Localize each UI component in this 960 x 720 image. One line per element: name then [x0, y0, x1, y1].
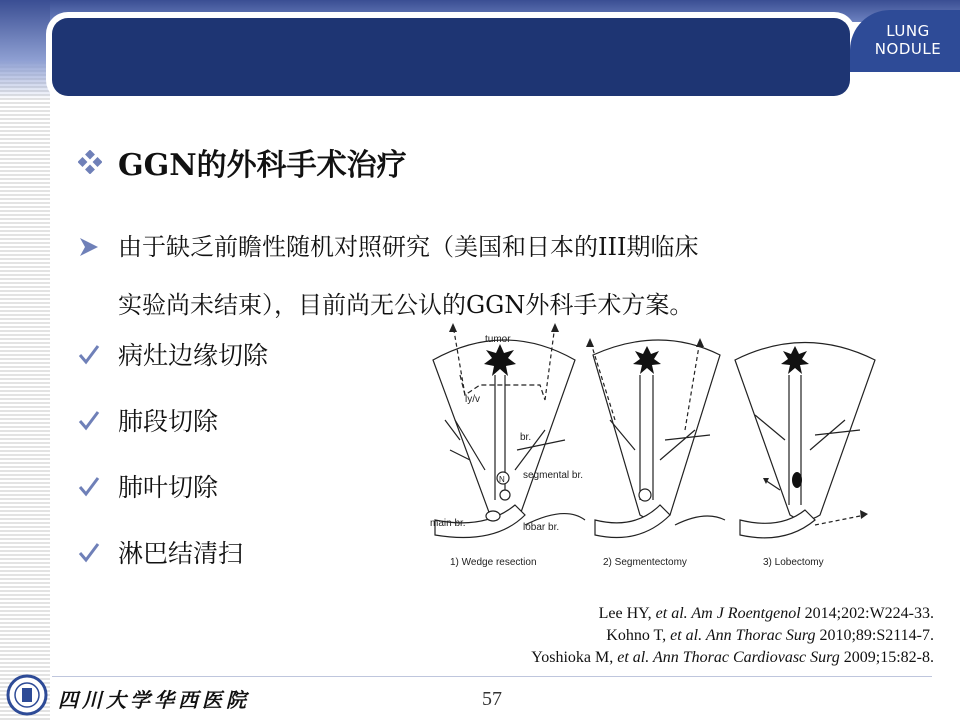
brand-line2: NODULE — [874, 40, 942, 58]
reference-line — [531, 625, 934, 647]
lobectomy-panel — [735, 343, 875, 538]
diamond-bullet-icon — [78, 150, 102, 174]
references — [531, 603, 934, 669]
check-icon — [78, 343, 100, 365]
label-tumor: tumor — [485, 334, 511, 345]
segmentectomy-panel — [586, 338, 725, 538]
hospital-name: 四川大学华西医院 — [58, 688, 250, 712]
ref-journal: . Ann Thorac Surg — [698, 627, 816, 644]
checklist-label: 肺段切除 — [118, 407, 219, 436]
ref-authors: Yoshioka M, — [531, 649, 618, 666]
label-lyv: ly/v — [465, 394, 480, 405]
checklist-label: 肺叶切除 — [118, 473, 219, 502]
caption-wedge: 1) Wedge resection — [450, 557, 537, 568]
label-segmental: segmental br. — [523, 470, 584, 481]
checklist-label: 淋巴结清扫 — [118, 539, 244, 568]
checklist-item — [78, 402, 218, 438]
label-lobar: lobar br. — [523, 522, 560, 533]
ref-etal: et al — [670, 627, 699, 644]
checklist-item — [78, 336, 268, 372]
paragraph-line2: 实验尚未结束），目前尚无公认的GGN外科手术方案。 — [118, 291, 694, 319]
top-band-left — [0, 0, 50, 100]
check-icon — [78, 409, 100, 431]
checklist-label: 病灶边缘切除 — [118, 341, 269, 370]
label-br: br. — [520, 432, 532, 443]
ref-rest: 2009;15:82-8. — [839, 649, 934, 666]
caption-segmentectomy: 2) Segmentectomy — [603, 557, 687, 568]
ref-etal: et al. — [655, 605, 688, 622]
reference-line — [531, 603, 934, 625]
brand-label — [858, 22, 958, 58]
hospital-logo-icon — [6, 674, 48, 716]
slide-title: GGN的外科手术治疗 — [118, 148, 407, 183]
ref-etal: et al. — [617, 649, 650, 666]
ref-rest: 2014;202:W224-33. — [800, 605, 934, 622]
resection-diagram — [425, 320, 885, 575]
header-bar — [52, 18, 850, 96]
label-main: main br. — [430, 518, 466, 529]
footer-divider — [52, 676, 932, 677]
reference-line — [531, 647, 934, 669]
check-icon — [78, 475, 100, 497]
checklist-item — [78, 468, 218, 504]
caption-lobectomy: 3) Lobectomy — [763, 557, 824, 568]
left-stripes — [0, 0, 50, 720]
wedge-resection-panel — [433, 323, 585, 538]
paragraph-line1: 由于缺乏前瞻性随机对照研究（美国和日本的III期临床 — [118, 233, 699, 261]
page-number: 57 — [482, 688, 502, 710]
ref-journal: Am J Roentgenol — [687, 605, 801, 622]
title-row — [78, 140, 407, 184]
ref-authors: Lee HY, — [598, 605, 656, 622]
ref-rest: 2010;89:S2114-7. — [815, 627, 934, 644]
brand-line1: LUNG — [886, 22, 930, 40]
ref-journal: Ann Thorac Cardiovasc Surg — [649, 649, 840, 666]
label-n: N — [499, 475, 505, 484]
arrow-bullet-icon — [78, 236, 100, 258]
check-icon — [78, 541, 100, 563]
ref-authors: Kohno T, — [606, 627, 671, 644]
checklist-item — [78, 534, 243, 570]
